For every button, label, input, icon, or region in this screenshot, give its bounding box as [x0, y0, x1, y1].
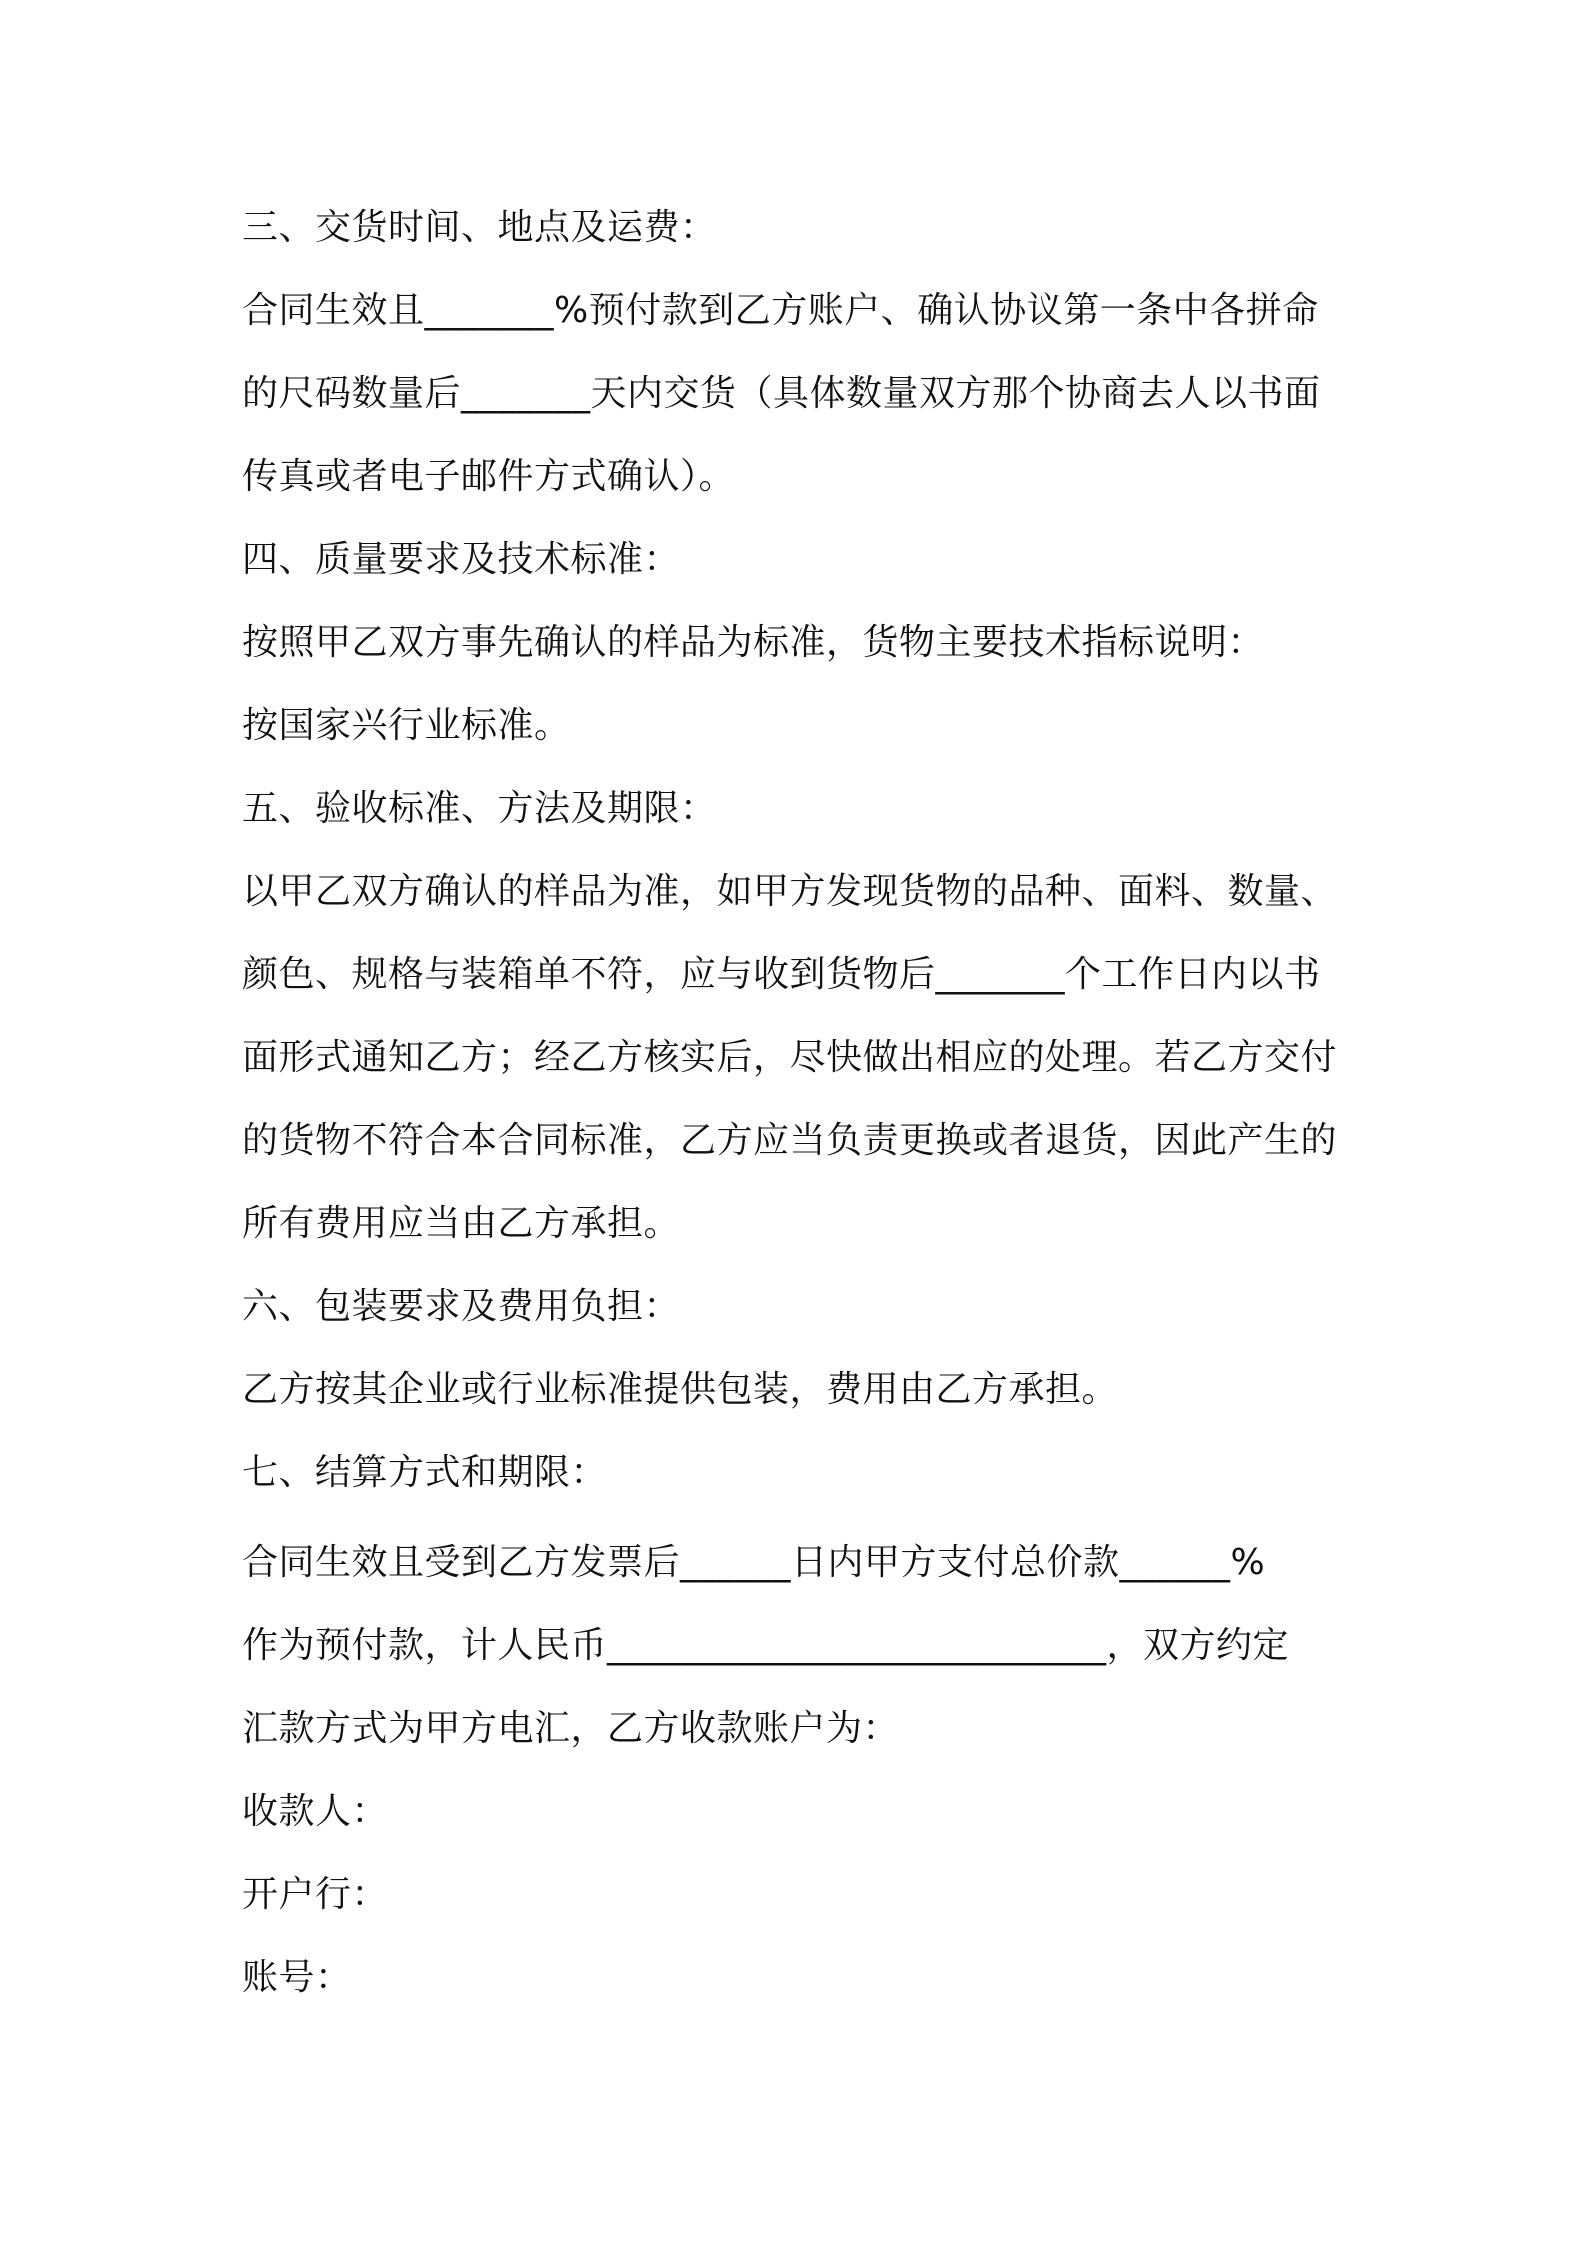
paragraph-line: 合同生效且_______%预付款到乙方账户、确认协议第一条中各拼命	[242, 290, 1319, 331]
paragraph-line: 颜色、规格与装箱单不符，应与收到货物后_______个工作日内以书	[242, 954, 1321, 995]
paragraph-line: 以甲乙双方确认的样品为准，如甲方发现货物的品种、面料、数量、	[242, 871, 1338, 912]
paragraph-line: 作为预付款，计人民币___________________________，双方约定	[242, 1625, 1290, 1666]
paragraph-line: 按照甲乙双方事先确认的样品为标准，货物主要技术指标说明：	[242, 622, 1265, 663]
bank-field-label: 开户行：	[242, 1874, 389, 1915]
paragraph-line: 乙方按其企业或行业标准提供包装，费用由乙方承担。	[242, 1369, 1119, 1410]
section-heading-settlement: 七、结算方式和期限：	[242, 1452, 608, 1493]
paragraph-line: 汇款方式为甲方电汇，乙方收款账户为：	[242, 1708, 900, 1749]
account-field-label: 账号：	[242, 1957, 352, 1998]
paragraph-line: 按国家兴行业标准。	[242, 705, 571, 746]
paragraph-line: 传真或者电子邮件方式确认）。	[242, 456, 736, 497]
section-heading-delivery: 三、交货时间、地点及运费：	[242, 207, 717, 248]
paragraph-line: 的货物不符合本合同标准，乙方应当负责更换或者退货，因此产生的	[242, 1120, 1338, 1161]
section-heading-quality: 四、质量要求及技术标准：	[242, 539, 681, 580]
section-heading-acceptance: 五、验收标准、方法及期限：	[242, 788, 717, 829]
paragraph-line: 合同生效且受到乙方发票后______日内甲方支付总价款______%	[242, 1542, 1266, 1583]
paragraph-line: 面形式通知乙方；经乙方核实后，尽快做出相应的处理。若乙方交付	[242, 1037, 1338, 1078]
section-heading-packaging: 六、包装要求及费用负担：	[242, 1286, 681, 1327]
paragraph-line: 的尺码数量后_______天内交货（具体数量双方那个协商去人以书面	[242, 373, 1321, 414]
payee-field-label: 收款人：	[242, 1791, 389, 1832]
paragraph-line: 所有费用应当由乙方承担。	[242, 1203, 681, 1244]
